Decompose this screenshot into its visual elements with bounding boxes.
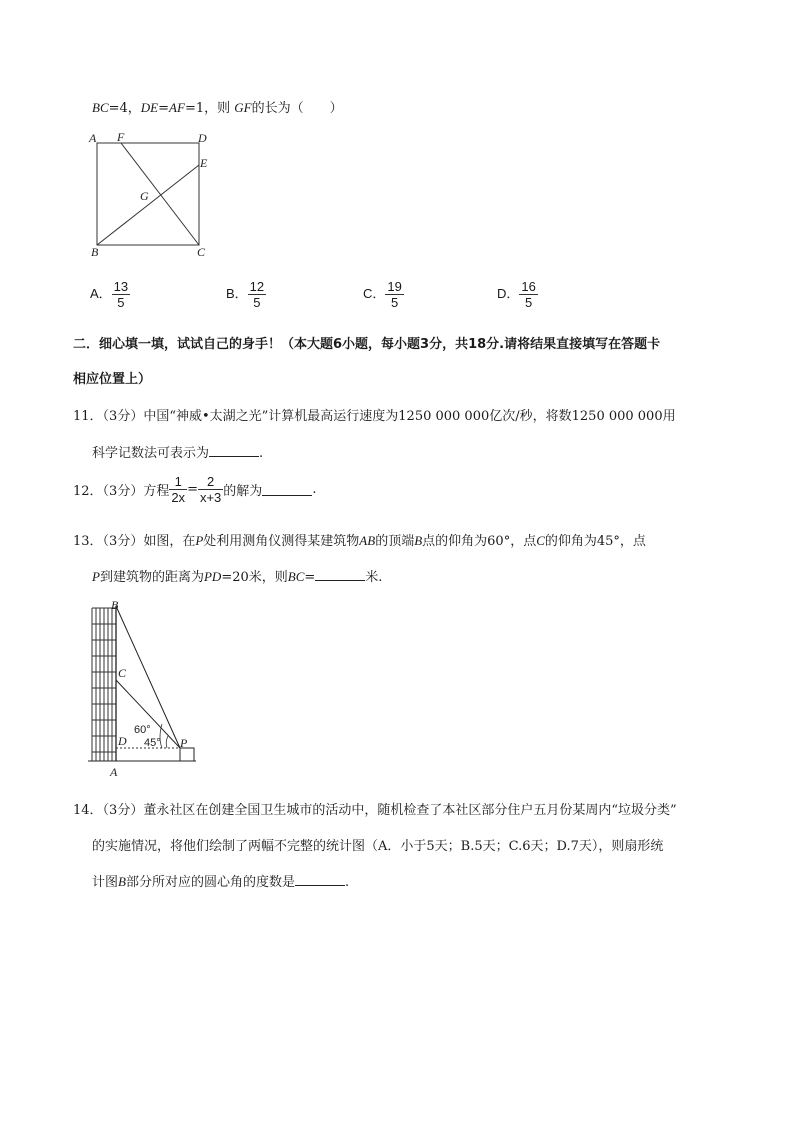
q10-question-line: [92, 97, 343, 116]
q12-f1-den: 2x: [171, 490, 186, 505]
option-c-fraction: [385, 279, 403, 310]
option-c: [363, 279, 404, 310]
q13-t7: =20米，则: [221, 570, 288, 585]
q10-de: DE: [140, 100, 159, 115]
q12-answer-blank[interactable]: [262, 483, 312, 496]
q12-fraction-2: [198, 474, 223, 505]
section2-heading-cont: 相应位置上）: [73, 372, 152, 387]
option-c-den: 5: [391, 295, 399, 310]
q10-text-2: =: [158, 101, 170, 116]
q11-line1: 11．（3分）中国“神威•太湖之光”计算机最高运行速度为1250 000 000亿次/秒，将数1250 000 000用: [73, 409, 676, 424]
q11-line2: [92, 442, 263, 461]
q14-line1: 14．（3分）董永社区在创建全国卫生城市的活动中，随机检查了本社区部分住户五月份某周内“垃圾分类”: [73, 803, 677, 818]
q13-building-figure: [88, 598, 208, 778]
option-b-letter: B．: [226, 285, 248, 301]
label-p: P: [180, 736, 188, 750]
q13-t6: 到建筑物的距离为: [99, 570, 204, 585]
q11-period: .: [259, 446, 264, 461]
option-c-letter: C．: [363, 285, 386, 301]
q12-line: [73, 474, 316, 505]
label-c: C: [118, 666, 127, 680]
option-b-num: 12: [249, 279, 265, 294]
q10-square-figure: [85, 128, 215, 263]
q12-suffix: 的解为: [223, 484, 263, 499]
q13-c: C: [536, 533, 545, 548]
q13-t8: =: [304, 570, 316, 585]
q13-p1: P: [195, 533, 204, 548]
label-a: A: [110, 765, 118, 778]
q13-t5: 的仰角为45°，点: [544, 534, 646, 549]
q14-b: B: [118, 874, 126, 889]
q13-line2: [92, 566, 382, 585]
option-d-letter: D．: [497, 285, 520, 301]
option-a-letter: A．: [90, 285, 112, 301]
angle-arc-45: [166, 736, 168, 748]
option-d-fraction: [519, 279, 537, 310]
label-e: E: [200, 156, 208, 170]
q14-t1: 计图: [92, 875, 119, 890]
q14-line3: [92, 871, 349, 890]
option-b-fraction: [248, 279, 266, 310]
q10-text-1: =4，: [108, 101, 141, 116]
q12-f2-num: 2: [198, 474, 223, 490]
q13-t2: 处利用测角仪测得某建筑物: [203, 534, 360, 549]
q14-t2: 部分所对应的圆心角的度数是: [125, 875, 295, 890]
option-d: [497, 279, 538, 310]
q12-period: .: [312, 482, 317, 497]
q12-f1-num: 1: [169, 474, 187, 490]
q10-text-4: 的长为（ ）: [251, 101, 343, 116]
q13-t3: 的顶端: [375, 534, 415, 549]
option-a: [90, 279, 130, 310]
option-b: [226, 279, 266, 310]
section2-heading: 二．细心填一填，试试自己的身手！（本大题6小题，每小题3分，共18分.请将结果直接填写在答题卡: [73, 337, 661, 352]
q10-af: AF: [169, 100, 185, 115]
q12-equals: =: [187, 482, 198, 497]
q13-line1: [73, 530, 646, 549]
option-d-den: 5: [525, 295, 533, 310]
label-b: B: [91, 245, 99, 259]
q11-text: 科学记数法可表示为: [92, 446, 210, 461]
q14-period: .: [344, 875, 350, 890]
q12-f2-den: x+3: [199, 490, 222, 505]
building-grid: [92, 608, 116, 761]
option-c-num: 19: [387, 279, 402, 294]
q12-fraction-1: [169, 474, 187, 505]
segment-fc: [121, 143, 199, 245]
q10-bc: BC: [92, 100, 109, 115]
label-b: B: [111, 598, 119, 612]
label-c: C: [197, 245, 206, 259]
label-d: D: [198, 131, 207, 145]
label-f: F: [117, 130, 125, 144]
q14-line2: 的实施情况，将他们绘制了两幅不完整的统计图（A．小于5天；B.5天；C.6天；D.7天），则扇形统: [92, 839, 664, 854]
option-a-fraction: [112, 279, 130, 310]
q13-t4: 点的仰角为60°，点: [422, 534, 537, 549]
q13-pd: PD: [203, 569, 222, 584]
label-d: D: [118, 734, 127, 748]
angle-60-label: 60°: [134, 724, 151, 736]
q10-text-3: =1，则: [184, 101, 235, 116]
label-a: A: [89, 131, 97, 145]
q13-p2: P: [92, 569, 100, 584]
q11-answer-blank[interactable]: [209, 444, 259, 457]
q13-t9: 米.: [365, 570, 383, 585]
option-a-num: 13: [113, 279, 129, 294]
q14-answer-blank[interactable]: [295, 873, 345, 886]
label-g: G: [140, 189, 149, 203]
option-b-den: 5: [253, 295, 261, 310]
option-a-den: 5: [117, 295, 125, 310]
q13-ab: AB: [359, 533, 376, 548]
q10-gf: GF: [234, 100, 252, 115]
option-d-num: 16: [521, 279, 536, 294]
q13-t1: 13．（3分）如图，在: [73, 534, 196, 549]
q13-bc: BC: [287, 569, 305, 584]
q13-answer-blank[interactable]: [315, 568, 365, 581]
q13-b: B: [414, 533, 423, 548]
angle-45-label: 45°: [144, 737, 161, 749]
q12-prefix: 12．（3分）方程: [73, 484, 170, 499]
segment-be: [97, 165, 199, 245]
